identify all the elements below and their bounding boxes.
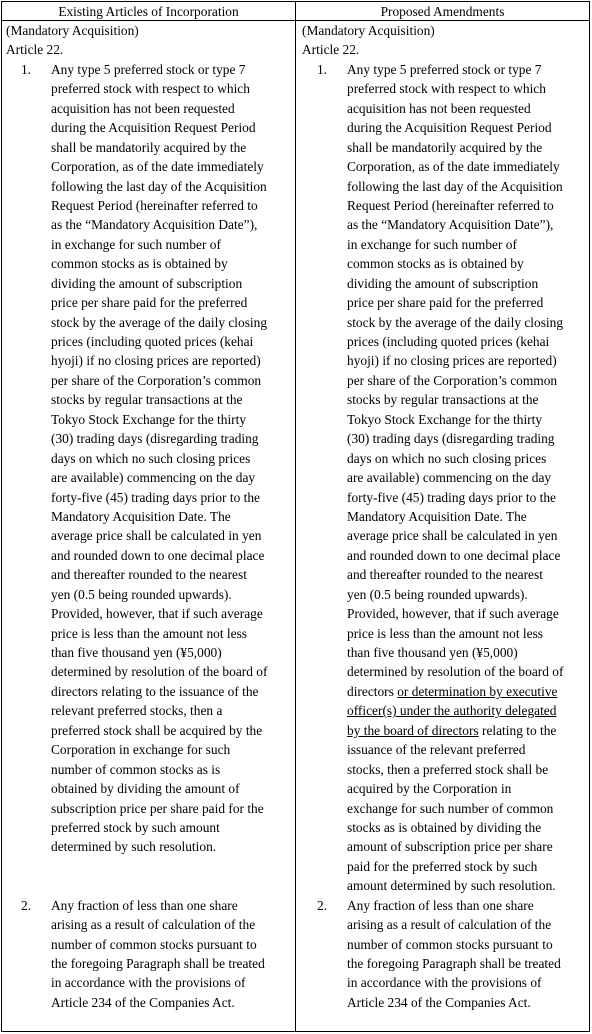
text-line: hyoji) if no closing prices are reported): [347, 353, 557, 369]
plain-text: directors: [347, 683, 398, 699]
text-line: following the last day of the Acquisition: [51, 178, 267, 194]
text-line: Article 234 of the Companies Act.: [51, 994, 235, 1010]
text-line: Any fraction of less than one share: [347, 897, 534, 913]
text-line: yen (0.5 being rounded upwards).: [347, 586, 528, 602]
text-line: per share of the Corporation’s common: [347, 372, 558, 388]
text-line: in exchange for such number of: [51, 236, 221, 252]
text-line: Any type 5 preferred stock or type 7: [51, 61, 246, 77]
existing-column: [6, 21, 292, 1012]
spacer: [12, 857, 292, 896]
text-line: price per share paid for the preferred: [347, 295, 544, 311]
text-line: issuance of the relevant preferred: [347, 742, 526, 758]
text-line: common stocks as is obtained by: [51, 256, 228, 272]
text-line: Request Period (hereinafter referred to: [51, 197, 258, 213]
text-line: in accordance with the provisions of: [51, 975, 246, 991]
text-line: days on which no such closing prices: [347, 450, 547, 466]
text-line: are available) commencing on the day: [51, 470, 256, 486]
text-line: average price shall be calculated in yen: [51, 528, 262, 544]
paragraph-number: 2.: [317, 897, 328, 913]
text-line: (30) trading days (disregarding trading: [51, 431, 259, 447]
header-existing: Existing Articles of Incorporation: [58, 4, 239, 19]
text-line: prices (including quoted prices (kehai: [51, 334, 254, 349]
text-line: dividing the amount of subscription: [347, 275, 539, 291]
text-line: yen (0.5 being rounded upwards).: [51, 586, 232, 602]
paragraph-text: [308, 896, 588, 1013]
amendment-text: officer(s) under the authority delegated: [347, 703, 557, 719]
text-line: price is less than the amount not less: [347, 625, 543, 641]
text-line: forty-five (45) trading days prior to the: [347, 489, 556, 505]
article-number: Article 22.: [6, 42, 64, 58]
text-line: (30) trading days (disregarding trading: [347, 431, 555, 447]
text-line: stocks as is obtained by dividing the: [347, 819, 542, 835]
amended-line: [347, 701, 588, 720]
text-line: amount of subscription price per share: [347, 839, 553, 855]
amended-line: [347, 682, 588, 701]
amendment-text: or determination by executive: [397, 683, 558, 699]
text-line: stock by the average of the daily closing: [51, 314, 268, 330]
text-line: Any fraction of less than one share: [51, 897, 238, 913]
text-line: hyoji) if no closing prices are reported): [51, 353, 261, 369]
text-line: during the Acquisition Request Period: [347, 120, 552, 136]
text-line: following the last day of the Acquisition: [347, 178, 563, 194]
text-line: are available) commencing on the day: [347, 470, 552, 486]
paragraph-number: 1.: [317, 61, 328, 77]
text-line: and thereafter rounded to the nearest: [347, 567, 543, 583]
text-line: price is less than the amount not less: [51, 625, 247, 641]
text-line: the foregoing Paragraph shall be treated: [347, 956, 561, 971]
proposed-column: [302, 21, 588, 1012]
text-line: relevant preferred stocks, then a: [51, 703, 223, 719]
paragraph-1: [308, 60, 588, 896]
text-line: amount determined by such resolution.: [347, 878, 556, 894]
paragraph-2: [12, 896, 292, 1013]
text-line: Mandatory Acquisition Date. The: [51, 508, 231, 524]
text-line: shall be mandatorily acquired by the: [347, 139, 543, 155]
text-line: than five thousand yen (¥5,000): [347, 645, 518, 660]
text-line: days on which no such closing prices: [51, 450, 251, 466]
text-line: as the “Mandatory Acquisition Date”),: [51, 217, 258, 233]
text-line: exchange for such number of common: [347, 800, 554, 816]
text-line: Mandatory Acquisition Date. The: [347, 508, 527, 524]
text-line: Article 234 of the Companies Act.: [347, 994, 531, 1010]
section-title: (Mandatory Acquisition): [302, 23, 435, 38]
text-line: preferred stock shall be acquired by the: [51, 722, 263, 738]
paragraph-1: [12, 60, 292, 857]
amendment-text: by the board of directors: [347, 722, 479, 738]
text-line: stocks by regular transactions at the: [347, 392, 539, 408]
article-number: Article 22.: [302, 42, 360, 58]
text-line: stock by the average of the daily closing: [347, 314, 564, 330]
comparison-table: [1, 1, 590, 1032]
text-line: number of common stocks as is: [51, 761, 221, 777]
text-line: obtained by dividing the amount of: [51, 781, 240, 797]
header-proposed: Proposed Amendments: [380, 4, 505, 19]
plain-text: relating to the: [478, 722, 557, 738]
text-line: paid for the preferred stock by such: [347, 858, 538, 874]
text-line: price per share paid for the preferred: [51, 295, 248, 311]
text-line: directors relating to the issuance of the: [51, 683, 259, 699]
text-line: determined by such resolution.: [51, 839, 217, 855]
text-line: preferred stock by such amount: [51, 819, 220, 835]
column-divider: [295, 2, 296, 1031]
text-line: subscription price per share paid for the: [51, 800, 264, 816]
paragraph-text: [12, 60, 292, 857]
text-line: number of common stocks pursuant to: [347, 936, 553, 952]
text-line: and thereafter rounded to the nearest: [51, 567, 247, 583]
text-line: Provided, however, that if such average: [51, 606, 263, 622]
text-line: arising as a result of calculation of the: [347, 917, 552, 933]
text-line: preferred stock with respect to which: [347, 81, 546, 97]
text-line: and rounded down to one decimal place: [347, 547, 561, 563]
text-line: as the “Mandatory Acquisition Date”),: [347, 217, 554, 233]
text-line: prices (including quoted prices (kehai: [347, 334, 550, 349]
paragraph-text: [12, 896, 292, 1013]
text-line: Tokyo Stock Exchange for the thirty: [347, 411, 543, 427]
text-line: determined by resolution of the board of: [51, 664, 268, 680]
paragraph-number: 1.: [21, 61, 32, 77]
text-line: Request Period (hereinafter referred to: [347, 197, 554, 213]
section-title: (Mandatory Acquisition): [6, 23, 139, 38]
text-line: Corporation, as of the date immediately: [51, 159, 264, 175]
text-line: determined by resolution of the board of: [347, 664, 564, 680]
paragraph-number: 2.: [21, 897, 32, 913]
text-line: in accordance with the provisions of: [347, 975, 542, 991]
text-line: common stocks as is obtained by: [347, 256, 524, 272]
text-line: Tokyo Stock Exchange for the thirty: [51, 411, 247, 427]
text-line: in exchange for such number of: [347, 236, 517, 252]
text-line: arising as a result of calculation of the: [51, 917, 256, 933]
text-line: average price shall be calculated in yen: [347, 528, 558, 544]
text-line: preferred stock with respect to which: [51, 81, 250, 97]
text-line: the foregoing Paragraph shall be treated: [51, 956, 265, 972]
text-line: forty-five (45) trading days prior to the: [51, 489, 260, 505]
text-line: Corporation in exchange for such: [51, 742, 231, 758]
text-line: dividing the amount of subscription: [51, 275, 243, 291]
paragraph-text: [308, 60, 588, 896]
text-line: shall be mandatorily acquired by the: [51, 139, 247, 155]
text-line: during the Acquisition Request Period: [51, 120, 256, 136]
text-line: acquisition has not been requested: [347, 100, 531, 116]
text-line: than five thousand yen (¥5,000): [51, 645, 222, 660]
text-line: stocks by regular transactions at the: [51, 392, 243, 408]
text-line: stocks, then a preferred stock shall be: [347, 761, 549, 777]
text-line: acquired by the Corporation in: [347, 781, 512, 797]
text-line: per share of the Corporation’s common: [51, 372, 262, 388]
text-line: and rounded down to one decimal place: [51, 547, 265, 563]
text-line: acquisition has not been requested: [51, 100, 235, 116]
text-line: number of common stocks pursuant to: [51, 936, 257, 952]
paragraph-2: [308, 896, 588, 1013]
text-line: Any type 5 preferred stock or type 7: [347, 61, 542, 77]
amended-line: [347, 721, 588, 740]
text-line: Corporation, as of the date immediately: [347, 159, 560, 175]
text-line: Provided, however, that if such average: [347, 606, 559, 622]
